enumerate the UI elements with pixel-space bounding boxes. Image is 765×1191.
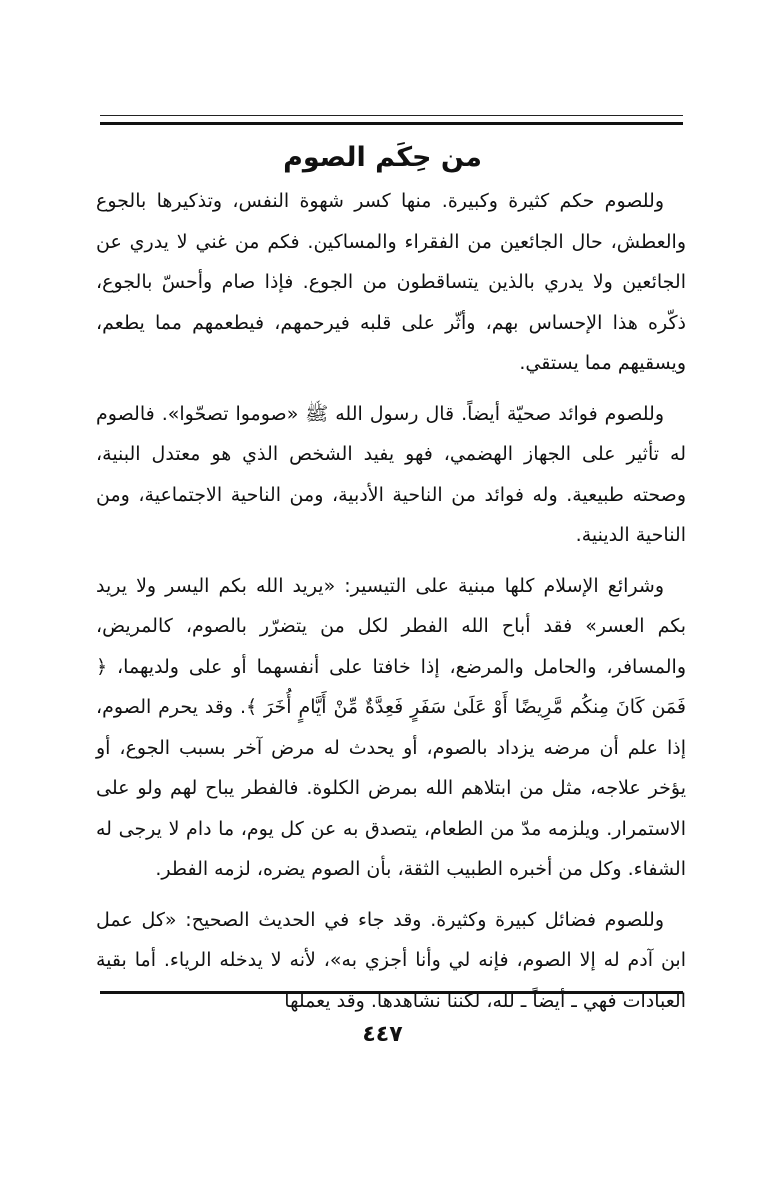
paragraph: وللصوم فوائد صحيّة أيضاً. قال رسول الله ﷺ «صوموا تصحّوا». فالصوم له تأثير على الجهاز الهضمي، فهو يفيد الشخص الذي هو معتدل البنية، وصحته طبيعية. وله فوائد من الناحية الأدبية، ومن الناحية الاجتماعية، ومن الناحية الدينية. xyxy=(96,402,686,546)
bottom-rule xyxy=(100,991,683,994)
top-rule-thin xyxy=(100,115,683,116)
paragraph: وللصوم حكم كثيرة وكبيرة. منها كسر شهوة النفس، وتذكيرها بالجوع والعطش، حال الجائعين من الفقراء والمساكين. فكم من غني لا يدري عن الجائعين ولا يدري بالذين يتساقطون من الجوع. فإذا صام وأحسّ بالجوع، ذكّره هذا الإحساس بهم، وأثّر على قلبه فيرحمهم، فيطعمهم مما يطعم، ويسقيهم مما يستقي. xyxy=(96,190,686,374)
body-text xyxy=(96,181,686,1031)
paragraph: وشرائع الإسلام كلها مبنية على التيسير: «يريد الله بكم اليسر ولا يريد بكم العسر» فقد أباح الله الفطر لكل من يتضرّر بالصوم، كالمريض، والمسافر، والحامل والمرضع، إذا خافتا على أنفسهما أو على ولديهما، ﴿ فَمَن كَانَ مِنكُم مَّرِيضًا أَوْ عَلَىٰ سَفَرٍ فَعِدَّةٌ مِّنْ أَيَّامٍ أُخَرَ ﴾. وقد يحرم الصوم، إذا علم أن مرضه يزداد بالصوم، أو يحدث له مرض آخر بسبب الجوع، أو يؤخر علاجه، مثل من ابتلاهم الله بمرض الكلوة. فالفطر يباح لهم ولو على الاستمرار. ويلزمه مدّ من الطعام، يتصدق به عن كل يوم، ما دام لا يرجى له الشفاء. وكل من أخبره الطبيب الثقة، بأن الصوم يضره، لزمه الفطر. xyxy=(96,574,686,880)
paragraph: وللصوم فضائل كبيرة وكثيرة. وقد جاء في الحديث الصحيح: «كل عمل ابن آدم له إلا الصوم، فإنه لي وأنا أجزي به»، لأنه لا يدخله الرياء. أما بقية العبادات فهي ـ أيضاً ـ لله، لكننا نشاهدها. وقد يعملها xyxy=(96,908,686,1012)
section-title: من حِكَم الصوم xyxy=(283,142,482,173)
page-number: ٤٤٧ xyxy=(362,1022,403,1047)
top-rule-thick xyxy=(100,122,683,125)
